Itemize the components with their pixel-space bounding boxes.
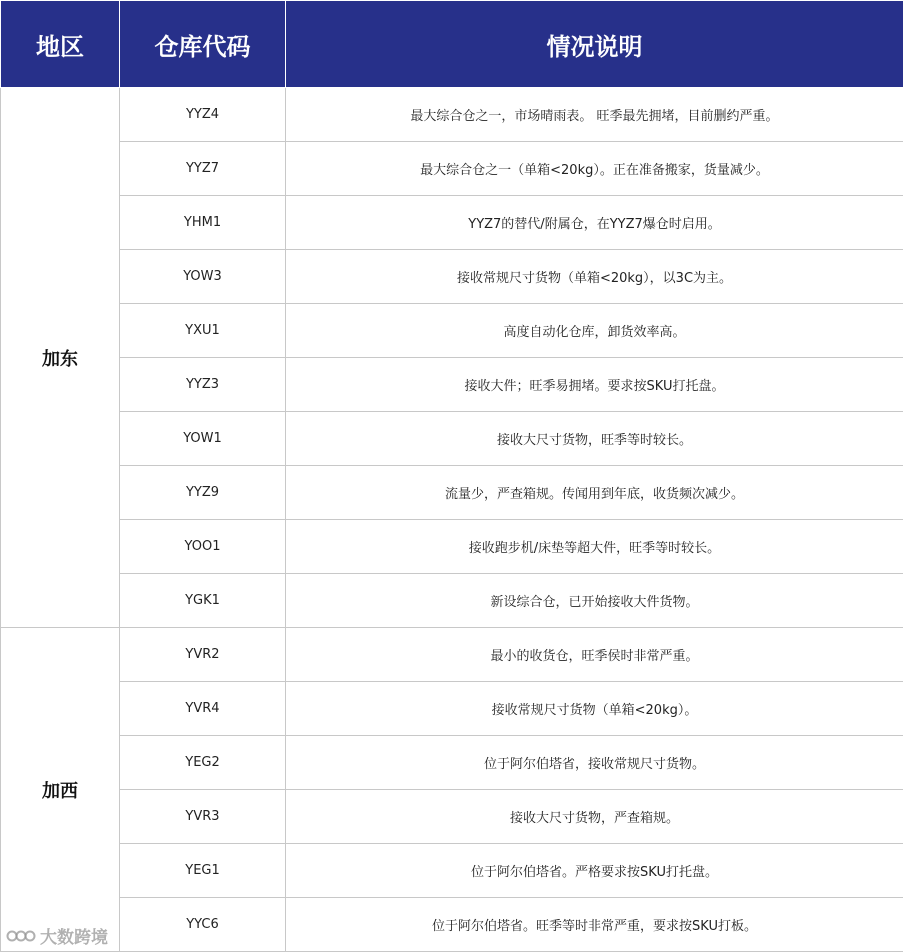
table-row (1, 466, 903, 520)
table-row (1, 898, 903, 952)
header-row (1, 1, 903, 88)
code-cell: YYC6 (120, 898, 286, 952)
desc-cell: 最大综合仓之一，市场晴雨表。 旺季最先拥堵，目前删约严重。 (286, 88, 903, 142)
desc-cell: 接收常规尺寸货物（单箱<20kg）。 (286, 682, 903, 736)
table-row (1, 520, 903, 574)
desc-cell: 接收大尺寸货物，严查箱规。 (286, 790, 903, 844)
table-row (1, 628, 903, 682)
code-cell: YOW3 (120, 250, 286, 304)
desc-cell: 接收跑步机/床垫等超大件，旺季等时较长。 (286, 520, 903, 574)
table-row (1, 196, 903, 250)
region-cell: 加西 (1, 628, 120, 952)
desc-cell: 位于阿尔伯塔省，接收常规尺寸货物。 (286, 736, 903, 790)
table-row (1, 682, 903, 736)
desc-cell: 最小的收货仓，旺季侯时非常严重。 (286, 628, 903, 682)
header-code: 仓库代码 (120, 1, 286, 88)
desc-cell: 位于阿尔伯塔省。严格要求按SKU打托盘。 (286, 844, 903, 898)
table-row (1, 412, 903, 466)
code-cell: YEG1 (120, 844, 286, 898)
code-cell: YYZ9 (120, 466, 286, 520)
table-row (1, 358, 903, 412)
desc-cell: 最大综合仓之一（单箱<20kg）。正在准备搬家，货量减少。 (286, 142, 903, 196)
code-cell: YVR2 (120, 628, 286, 682)
desc-cell: 接收大件；旺季易拥堵。要求按SKU打托盘。 (286, 358, 903, 412)
code-cell: YEG2 (120, 736, 286, 790)
desc-cell: 接收大尺寸货物，旺季等时较长。 (286, 412, 903, 466)
desc-cell: 高度自动化仓库，卸货效率高。 (286, 304, 903, 358)
table-row (1, 142, 903, 196)
desc-cell: YYZ7的替代/附属仓，在YYZ7爆仓时启用。 (286, 196, 903, 250)
watermark (6, 923, 108, 948)
code-cell: YHM1 (120, 196, 286, 250)
table-row (1, 790, 903, 844)
table-row (1, 88, 903, 142)
code-cell: YVR4 (120, 682, 286, 736)
table-row (1, 304, 903, 358)
table-body (1, 88, 903, 952)
code-cell: YXU1 (120, 304, 286, 358)
brand-logo-icon (6, 927, 36, 945)
table-row (1, 250, 903, 304)
header-desc: 情况说明 (286, 1, 903, 88)
code-cell: YOO1 (120, 520, 286, 574)
desc-cell: 接收常规尺寸货物（单箱<20kg），以3C为主。 (286, 250, 903, 304)
region-cell: 加东 (1, 88, 120, 628)
table-row (1, 844, 903, 898)
code-cell: YYZ4 (120, 88, 286, 142)
table-row (1, 736, 903, 790)
code-cell: YGK1 (120, 574, 286, 628)
code-cell: YYZ3 (120, 358, 286, 412)
desc-cell: 流量少，严查箱规。传闻用到年底，收货频次减少。 (286, 466, 903, 520)
desc-cell: 位于阿尔伯塔省。旺季等时非常严重，要求按SKU打板。 (286, 898, 903, 952)
code-cell: YOW1 (120, 412, 286, 466)
code-cell: YVR3 (120, 790, 286, 844)
table-row (1, 574, 903, 628)
header-region: 地区 (1, 1, 120, 88)
watermark-text: 大数跨境 (40, 928, 108, 948)
desc-cell: 新设综合仓，已开始接收大件货物。 (286, 574, 903, 628)
code-cell: YYZ7 (120, 142, 286, 196)
